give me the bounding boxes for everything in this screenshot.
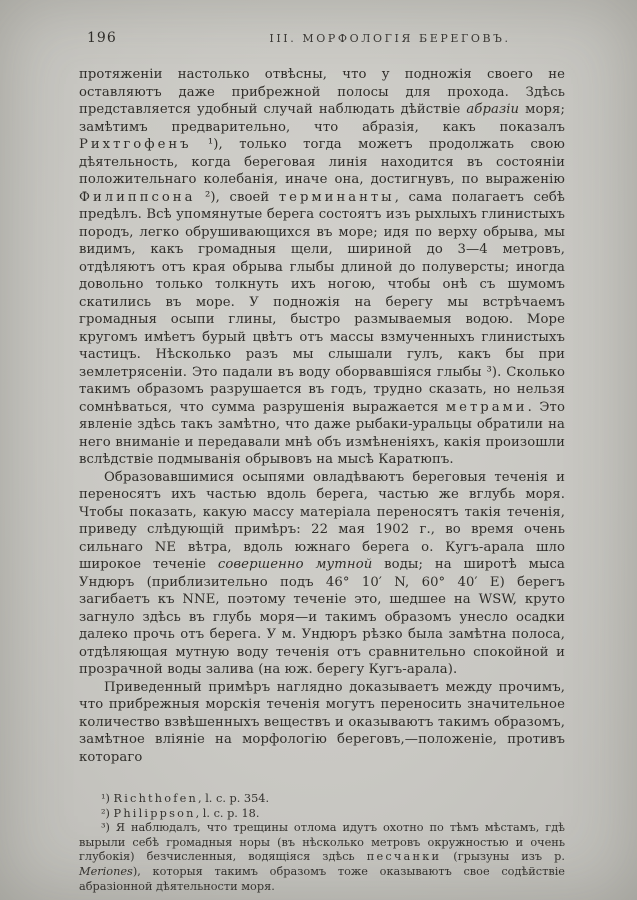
paragraph-2: Образовавшимися осыпями овладѣваютъ береговыя теченія и переносятъ ихъ частью вдоль берега, частью же вглубь моря. Чтобы показать, какую массу матеріала переносятъ такія теченія, приведу слѣдующій примѣръ: 22 мая 1902 г., во время очень сильнаго NE вѣтра, вдоль южнаго берега о. Кугъ-арала шло широкое теченіе совершенно мутной воды; на широтѣ мыса Ундюръ (приблизительно подъ 46° 10′ N, 60° 40′ E) берегъ загибаетъ къ NNE, поэтому теченіе это, шедшее на WSW, круто загнуло здѣсь въ глубь моря—и такимъ образомъ унесло осадки далеко прочь отъ берега. У м. Ундюръ рѣзко была замѣтна полоса, отдѣляющая мутную воду теченія отъ сравнительно спокойной и прозрачной воды залива (на юж. берегу Кугъ-арала).	[79, 469, 565, 677]
page-body	[79, 66, 565, 766]
footnotes-section	[79, 792, 565, 894]
paragraph-1: протяженіи настолько отвѣсны, что у подножія своего не оставляютъ даже прибрежной полосы для прохода. Здѣсь представляется удобный случай наблюдать дѣйствіе абразіи моря; замѣтимъ предварительно, что абразія, какъ показалъ Рихтгофенъ ¹), только тогда можетъ продолжать свою дѣятельность, когда береговая линія находится въ состояніи положительнаго колебанія, иначе она, достигнувъ, по выраженію Филиппсона ²), своей терминанты, сама полагаетъ себѣ предѣлъ. Всѣ упомянутые берега состоятъ изъ рыхлыхъ глинистыхъ породъ, легко обрушивающихся въ море; идя по верху обрыва, мы видимъ, какъ громадныя щели, шириной до 3—4 метровъ, отдѣляютъ отъ края обрыва глыбы длиной до полуверсты; иногда довольно только толкнуть ихъ ногою, чтобы онѣ съ шумомъ скатились въ море. У подножія на берегу мы встрѣчаемъ громадныя осыпи глины, быстро размываемыя водою. Море кругомъ имѣетъ бурый цвѣтъ отъ массы взмученныхъ глинистыхъ частицъ. Нѣсколько разъ мы слышали гулъ, какъ бы при землетрясеніи. Это падали въ воду оборвавшіяся глыбы ³). Сколько такимъ образомъ разрушается въ годъ, трудно сказать, но нельзя сомнѣваться, что сумма разрушенія выражается метрами. Это явленіе здѣсь такъ замѣтно, что даже рыбаки-уральцы обратили на него вниманіе и передавали мнѣ объ измѣненіяхъ, какія произошли вслѣдствіе подмыванія обрывовъ на мысѣ Каратюпъ.	[79, 67, 565, 467]
running-title: III. МОРФОЛОГІЯ БЕРЕГОВЪ.	[269, 32, 511, 45]
page-header	[79, 30, 565, 48]
footnote-3: ³) Я наблюдалъ, что трещины отлома идутъ охотно по тѣмъ мѣстамъ, гдѣ вырыли себѣ громадныя норы (въ нѣсколько метровъ окружностью и очень глубокія) безчисленныя, водящіяся здѣсь песчанки (грызуны изъ р. Meriones), которыя такимъ образомъ тоже оказываютъ свое содѣйствіе абразіонной дѣятельности моря.	[79, 821, 565, 893]
paragraph-3: Приведенный примѣръ наглядно доказываетъ между прочимъ, что прибрежныя морскія теченія могутъ переносить значительное количество взвѣшенныхъ веществъ и оказываютъ такимъ образомъ, замѣтное вліяніе на морфологію береговъ,—положеніе, противъ котораго	[79, 679, 565, 765]
page-number: 196	[87, 30, 117, 46]
footnote-2: ²) Philippson, l. c. p. 18.	[101, 806, 260, 820]
footnote-1: ¹) Richthofen, l. c. p. 354.	[101, 792, 270, 805]
